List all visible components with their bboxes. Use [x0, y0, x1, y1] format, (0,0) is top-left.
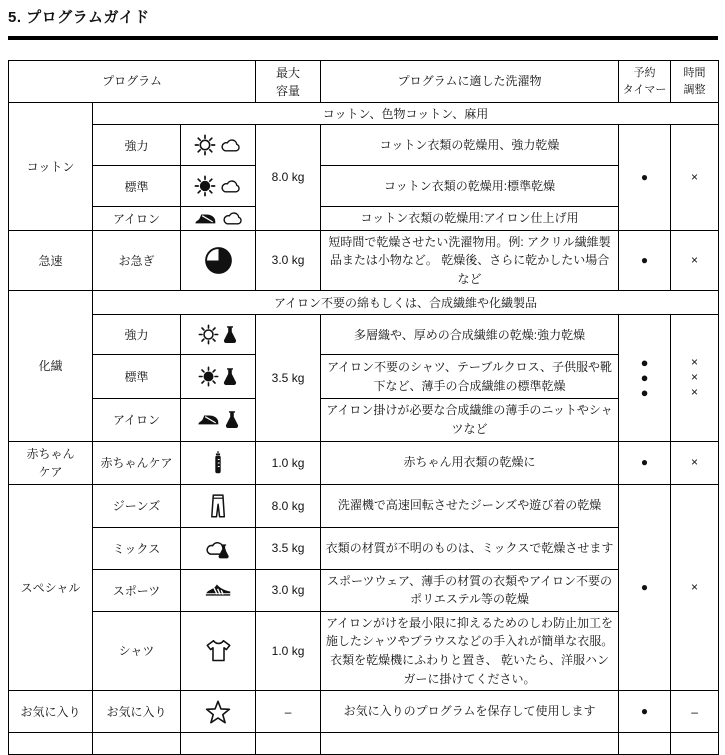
timer-mark: ● — [619, 441, 671, 484]
program-icon — [181, 125, 256, 166]
program-name: シャツ — [93, 611, 181, 690]
program-icon — [181, 691, 256, 733]
capacity-shirts: 1.0 kg — [256, 611, 321, 690]
group-synthetic: 化繊 — [9, 291, 93, 441]
group-baby-care: 赤ちゃん ケア — [9, 441, 93, 484]
capacity-favorites: – — [256, 691, 321, 733]
flask-icon — [224, 410, 240, 429]
timer-mark: ● — [619, 484, 671, 691]
row-synthetic-strong — [9, 315, 719, 355]
row-synthetic-band — [9, 291, 719, 315]
program-guide-table — [8, 60, 719, 755]
cloud-icon — [221, 210, 244, 227]
program-description: アイロンがけを最小限に抑えるためのしわ防止加工を施したシャツやブラウスなどの手入れが簡単な衣服。 衣類を乾燥機にふわりと置き、 乾いたら、洋服ハンガーに掛けてください。 — [321, 611, 619, 690]
row-cotton-iron — [9, 207, 719, 231]
header-max-capacity: 最大 容量 — [256, 61, 321, 103]
sun-outline-icon — [194, 134, 216, 156]
clock-quarter-icon — [204, 246, 233, 275]
row-synthetic-iron — [9, 399, 719, 441]
time-adjust-mark: × — [671, 484, 719, 691]
program-name: アイロン — [93, 399, 181, 441]
row-special-mix — [9, 527, 719, 569]
tshirt-icon — [205, 639, 232, 662]
header-reservation-timer: 予約 タイマー — [619, 61, 671, 103]
flask-icon — [222, 325, 238, 344]
row-special-sports — [9, 569, 719, 611]
row-special-jeans — [9, 484, 719, 527]
cloud-flask-icon — [204, 538, 232, 559]
program-description: 多層織や、厚めの合成繊維の乾燥:強力乾燥 — [321, 315, 619, 355]
iron-icon — [196, 412, 221, 427]
program-name: お気に入り — [93, 691, 181, 733]
time-adjust-mark: × — [671, 441, 719, 484]
row-partial-cutoff — [9, 733, 719, 755]
program-description: お気に入りのプログラムを保存して使用します — [321, 691, 619, 733]
timer-mark: ● — [619, 230, 671, 291]
group-special: スペシャル — [9, 484, 93, 691]
row-rapid — [9, 230, 719, 291]
iron-icon — [193, 211, 218, 226]
row-cotton-standard — [9, 166, 719, 207]
row-cotton-band — [9, 103, 719, 125]
row-favorites — [9, 691, 719, 733]
capacity-sports: 3.0 kg — [256, 569, 321, 611]
program-name: 標準 — [93, 166, 181, 207]
program-name: スポーツ — [93, 569, 181, 611]
program-icon — [181, 484, 256, 527]
capacity-rapid: 3.0 kg — [256, 230, 321, 291]
row-cotton-strong — [9, 125, 719, 166]
row-baby-care — [9, 441, 719, 484]
program-name: お急ぎ — [93, 230, 181, 291]
program-description: コットン衣類の乾燥用、強力乾燥 — [321, 125, 619, 166]
cotton-band-note: コットン、色物コットン、麻用 — [93, 103, 719, 125]
program-icon — [181, 399, 256, 441]
program-description: コットン衣類の乾燥用:標準乾燥 — [321, 166, 619, 207]
capacity-jeans: 8.0 kg — [256, 484, 321, 527]
header-row — [9, 61, 719, 103]
program-description: 赤ちゃん用衣類の乾燥に — [321, 441, 619, 484]
program-icon — [181, 355, 256, 399]
program-description: 短時間で乾燥させたい洗濯物用。例: アクリル繊維製品または小物など。 乾燥後、さらに乾かしたい場合など — [321, 230, 619, 291]
program-description: アイロン掛けが必要な合成繊維の薄手のニットやシャツなど — [321, 399, 619, 441]
program-name: 強力 — [93, 125, 181, 166]
time-adjust-mark: – — [671, 691, 719, 733]
time-adjust-mark: × — [671, 230, 719, 291]
cloud-icon — [219, 178, 242, 195]
program-icon — [181, 166, 256, 207]
title-rule — [8, 36, 718, 40]
program-description: アイロン不要のシャツ、テーブルクロス、子供服や靴下など、薄手の合成繊維の標準乾燥 — [321, 355, 619, 399]
baby-bottle-icon — [213, 451, 223, 474]
program-description: スポーツウェア、薄手の材質の衣類やアイロン不要のポリエステル等の乾燥 — [321, 569, 619, 611]
group-favorites: お気に入り — [9, 691, 93, 733]
capacity-cotton: 8.0 kg — [256, 125, 321, 231]
group-rapid: 急速 — [9, 230, 93, 291]
program-description: 洗濯機で高速回転させたジーンズや遊び着の乾燥 — [321, 484, 619, 527]
program-icon — [181, 569, 256, 611]
row-special-shirts — [9, 611, 719, 690]
sneaker-icon — [204, 582, 232, 598]
cloud-icon — [219, 137, 242, 154]
capacity-synthetic: 3.5 kg — [256, 315, 321, 441]
program-name: 赤ちゃんケア — [93, 441, 181, 484]
row-synthetic-standard — [9, 355, 719, 399]
capacity-baby: 1.0 kg — [256, 441, 321, 484]
program-icon — [181, 441, 256, 484]
page-title: 5. プログラムガイド — [8, 9, 150, 26]
program-icon — [181, 611, 256, 690]
program-icon — [181, 230, 256, 291]
program-description: 衣類の材質が不明のものは、ミックスで乾燥させます — [321, 527, 619, 569]
header-program: プログラム — [9, 61, 256, 103]
program-icon — [181, 315, 256, 355]
sun-outline-icon — [198, 324, 219, 345]
timer-marks: ● ● ● — [619, 315, 671, 441]
program-description: コットン衣類の乾燥用:アイロン仕上げ用 — [321, 207, 619, 231]
time-adjust-mark: × — [671, 125, 719, 231]
jeans-icon — [209, 494, 227, 518]
program-name: アイロン — [93, 207, 181, 231]
header-suitable-laundry: プログラムに適した洗濯物 — [321, 61, 619, 103]
timer-mark: ● — [619, 125, 671, 231]
program-name: 強力 — [93, 315, 181, 355]
program-name: ジーンズ — [93, 484, 181, 527]
sun-filled-icon — [198, 366, 219, 387]
timer-mark: ● — [619, 691, 671, 733]
program-name: 標準 — [93, 355, 181, 399]
program-icon — [181, 527, 256, 569]
synthetic-band-note: アイロン不要の綿もしくは、合成繊維や化繊製品 — [93, 291, 719, 315]
group-cotton: コットン — [9, 103, 93, 231]
time-adjust-marks: × × × — [671, 315, 719, 441]
capacity-mix: 3.5 kg — [256, 527, 321, 569]
flask-icon — [222, 367, 238, 386]
sun-filled-icon — [194, 175, 216, 197]
program-icon — [181, 207, 256, 231]
header-time-adjust: 時間 調整 — [671, 61, 719, 103]
program-name: ミックス — [93, 527, 181, 569]
star-icon — [205, 700, 231, 724]
